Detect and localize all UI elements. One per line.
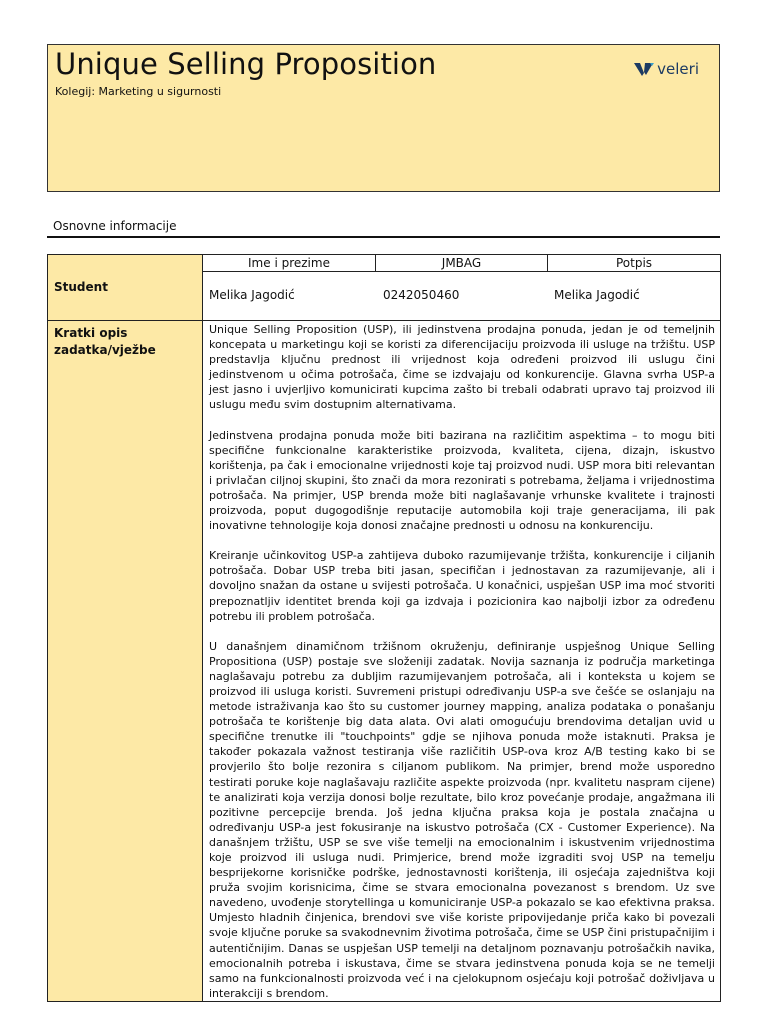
veleri-logo-icon [633, 61, 655, 77]
description-text [203, 321, 721, 1002]
description-paragraph: U današnjem dinamičnom tržišnom okruženju, definiranje uspješnog Unique Selling Propositiona (USP) postaje sve složeniji zadatak. Novija saznanja iz područja marketinga naglašavaju potrebu za dubljim razumijevanjem potrošača, ali i konteksta u kojem se proizvod ili usluga koristi. Suvremeni pristupi određivanju USP-a sve češće se oslanjaju na metode istraživanja kao što su customer journey mapping, analiza podataka o ponašanju potrošača te korištenje big data alata. Ovi alati omogućuju brendovima detaljan uvid u specifične trenutke ili "touchpoints" gdje se njihova ponuda može istaknuti. Praksa je također pokazala važnost testiranja više različitih USP-ova kroz A/B testing kako bi se provjerilo što bolje rezonira s ciljanom publikom. Na primjer, brend može usporedno testirati poruke koje naglašavaju različite aspekte proizvoda (npr. kvalitetu naspram cijene) te analizirati koja verzija donosi bolje rezultate, bilo kroz povećanje prodaje, angažmana ili pozitivne percepcije brenda. Još jedna ključna praksa koja je postala značajna u određivanju USP-a jest fokusiranje na iskustvo potrošača (CX - Customer Experience). Na današnjem tržištu, USP se sve više temelji na emocionalnim i iskustvenim vrijednostima koje proizvod ili usluga nudi. Primjerice, brend može izgraditi svoj USP na temelju besprijekorne korisničke podrške, jednostavnosti korištenja, ili osjećaja zajedništva koji pruža svojim korisnicima, čime se stvara emocionalna povezanost s brendom. Uz sve navedeno, uvođenje storytellinga u komuniciranje USP-a pokazalo se kao efektivna praksa. Umjesto hladnih činjenica, brendovi sve više koriste pripovijedanje priča kako bi povezali svoje ključne poruke sa svakodnevnim životima potrošača, čime se USP čini pristupačnijim i autentičnijim. Danas se uspješan USP temelji na detaljnom poznavanju potrošačkih navika, emocionalnih potreba i iskustava, čime se stvara jedinstvena ponuda koja se ne temelji samo na funkcionalnosti proizvoda već i na cjelokupnom osjećaju koji potrošač doživljava u interakciji s brendom. [209, 639, 715, 1000]
student-signature: Melika Jagodić [554, 288, 640, 302]
header-box [47, 44, 720, 192]
info-table [47, 254, 721, 1002]
student-label: Student [48, 255, 203, 321]
veleri-logo [633, 60, 699, 78]
col-jmbag-header: JMBAG [376, 255, 548, 272]
section-title: Osnovne informacije [53, 219, 177, 233]
col-name-header: Ime i prezime [203, 255, 376, 272]
description-paragraph: Unique Selling Proposition (USP), ili jedinstvena prodajna ponuda, jedan je od temeljnih koncepata u marketingu koji se koristi za diferencijaciju proizvoda ili usluge na tržištu. USP predstavlja ključnu prednost ili vrijednost koja određeni proizvod ili uslugu čini jedinstvenom u očima potrošača, čime se izdvajaju od konkurencije. Glavna svrha USP-a jest jasno i uvjerljivo komunicirati kupcima zašto bi trebali odabrati upravo taj proizvod ili uslugu među svim dostupnim alternativama. [209, 323, 715, 412]
student-values-cell [203, 272, 721, 321]
col-signature-header: Potpis [548, 255, 721, 272]
student-header-row [48, 255, 721, 272]
course-label: Kolegij: Marketing u sigurnosti [55, 85, 222, 98]
section-divider [47, 236, 720, 238]
description-label: Kratki opis zadatka/vježbe [48, 321, 203, 1002]
student-jmbag: 0242050460 [383, 288, 460, 302]
logo-text: veleri [657, 60, 699, 78]
description-paragraph: Jedinstvena prodajna ponuda može biti bazirana na različitim aspektima – to mogu biti specifične funkcionalne karakteristike proizvoda, kvaliteta, cijena, dizajn, iskustvo korištenja, pa čak i emocionalne vrijednosti koje taj proizvod nudi. USP mora biti relevantan i privlačan ciljnoj skupini, što znači da mora rezonirati s potrebama, željama i vrijednostima potrošača. Na primjer, USP brenda može biti naglašavanje vrhunske kvalitete i trajnosti proizvoda, poput dugogodišnje reputacije automobila koji traje generacijama, ili pak inovativne tehnologije koja donosi značajne prednosti u odnosu na konkurenciju. [209, 428, 715, 533]
description-paragraph: Kreiranje učinkovitog USP-a zahtijeva duboko razumijevanje tržišta, konkurencije i ciljanih potrošača. Dobar USP treba biti jasan, specifičan i jednostavan za razumijevanje, ali i dovoljno snažan da ostane u svijesti potrošača. U konačnici, uspješan USP ima moć stvoriti prepoznatljiv identitet brenda koji ga izdvaja i pozicionira kao najbolji izbor za određenu potrebu ili problem potrošača. [209, 549, 715, 623]
document-title: Unique Selling Proposition [55, 47, 437, 81]
student-name: Melika Jagodić [209, 288, 295, 302]
description-row [48, 321, 721, 1002]
